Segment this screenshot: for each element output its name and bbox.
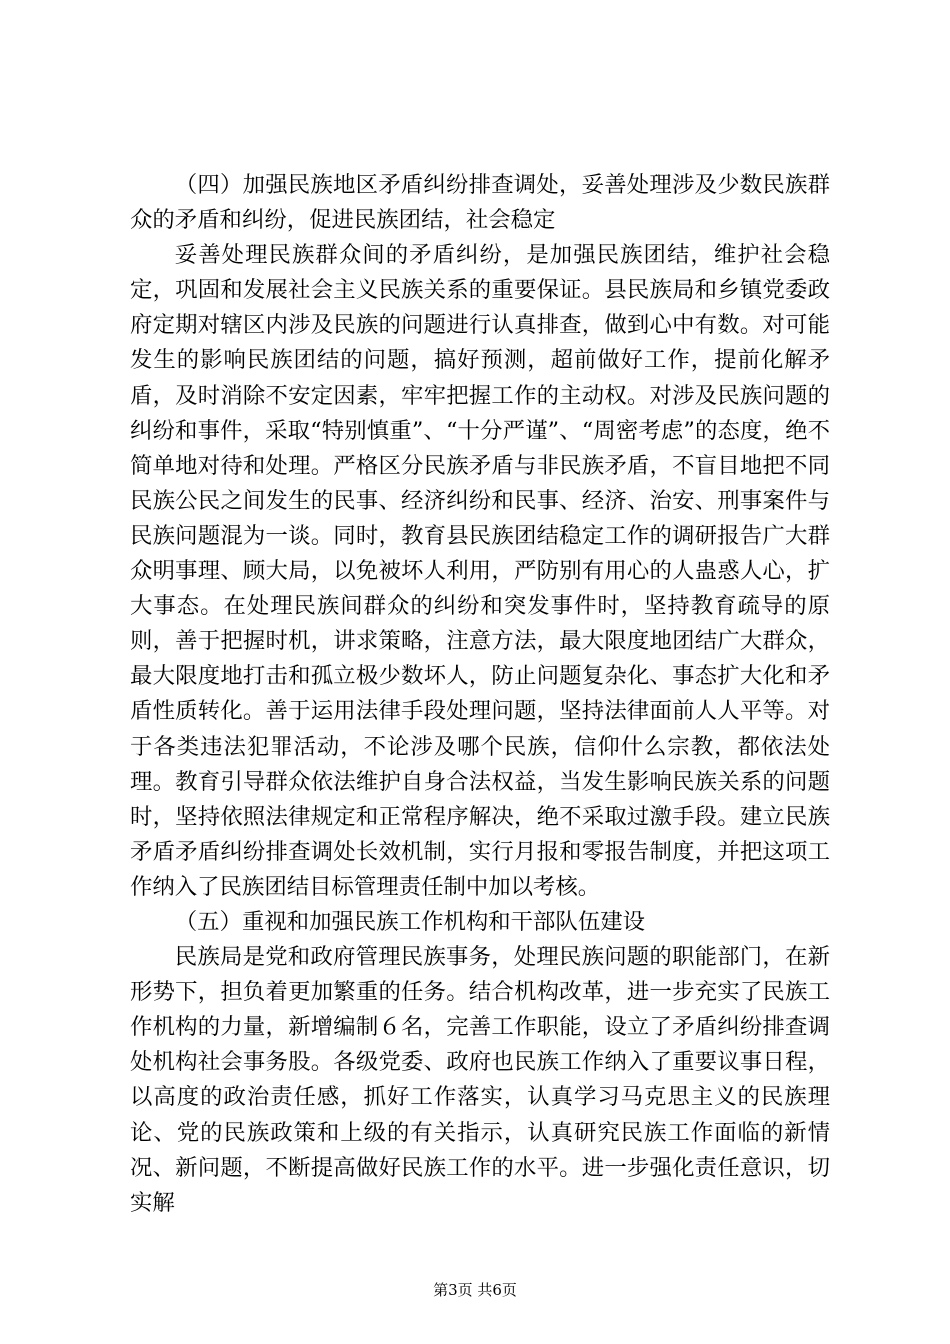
section-heading-4: （四）加强民族地区矛盾纠纷排查调处，妥善处理涉及少数民族群众的矛盾和纠纷，促进民族团结，社会稳定 xyxy=(130,172,830,234)
section-body-5: 民族局是党和政府管理民族事务，处理民族问题的职能部门，在新形势下，担负着更加繁重的任务。结合机构改革，进一步充实了民族工作机构的力量，新增编制６名，完善工作职能，设立了矛盾纠纷排查调处机构社会事务股。各级党委、政府也民族工作纳入了重要议事日程，以高度的政治责任感，抓好工作落实，认真学习马克思主义的民族理论、党的民族政策和上级的有关指示，认真研究民族工作面临的新情况、新问题，不断提高做好民族工作的水平。进一步强化责任意识，切实解 xyxy=(130,944,830,1216)
section-heading-5: （五）重视和加强民族工作机构和干部队伍建设 xyxy=(174,908,645,935)
document-body xyxy=(130,168,830,1221)
section-body-4: 妥善处理民族群众间的矛盾纠纷，是加强民族团结，维护社会稳定，巩固和发展社会主义民族关系的重要保证。县民族局和乡镇党委政府定期对辖区内涉及民族的问题进行认真排查，做到心中有数。对可能发生的影响民族团结的问题，搞好预测，超前做好工作，提前化解矛盾，及时消除不安定因素，牢牢把握工作的主动权。对涉及民族问题的纠纷和事件，采取“特别慎重”、“十分严谨”、“周密考虑”的态度，绝不简单地对待和处理。严格区分民族矛盾与非民族矛盾，不盲目地把不同民族公民之间发生的民事、经济纠纷和民事、经济、治安、刑事案件与民族问题混为一谈。同时，教育县民族团结稳定工作的调研报告广大群众明事理、顾大局，以免被坏人利用，严防别有用心的人蛊惑人心，扩大事态。在处理民族间群众的纠纷和突发事件时，坚持教育疏导的原则，善于把握时机，讲求策略，注意方法，最大限度地团结广大群众，最大限度地打击和孤立极少数坏人，防止问题复杂化、事态扩大化和矛盾性质转化。善于运用法律手段处理问题，坚持法律面前人人平等。对于各类违法犯罪活动，不论涉及哪个民族，信仰什么宗教，都依法处理。教育引导群众依法维护自身合法权益，当发生影响民族关系的问题时，坚持依照法律规定和正常程序解决，绝不采取过激手段。建立民族矛盾矛盾纠纷排查调处长效机制，实行月报和零报告制度，并把这项工作纳入了民族团结目标管理责任制中加以考核。 xyxy=(130,242,830,900)
page-footer: 第3页 共6页 xyxy=(433,1281,517,1299)
